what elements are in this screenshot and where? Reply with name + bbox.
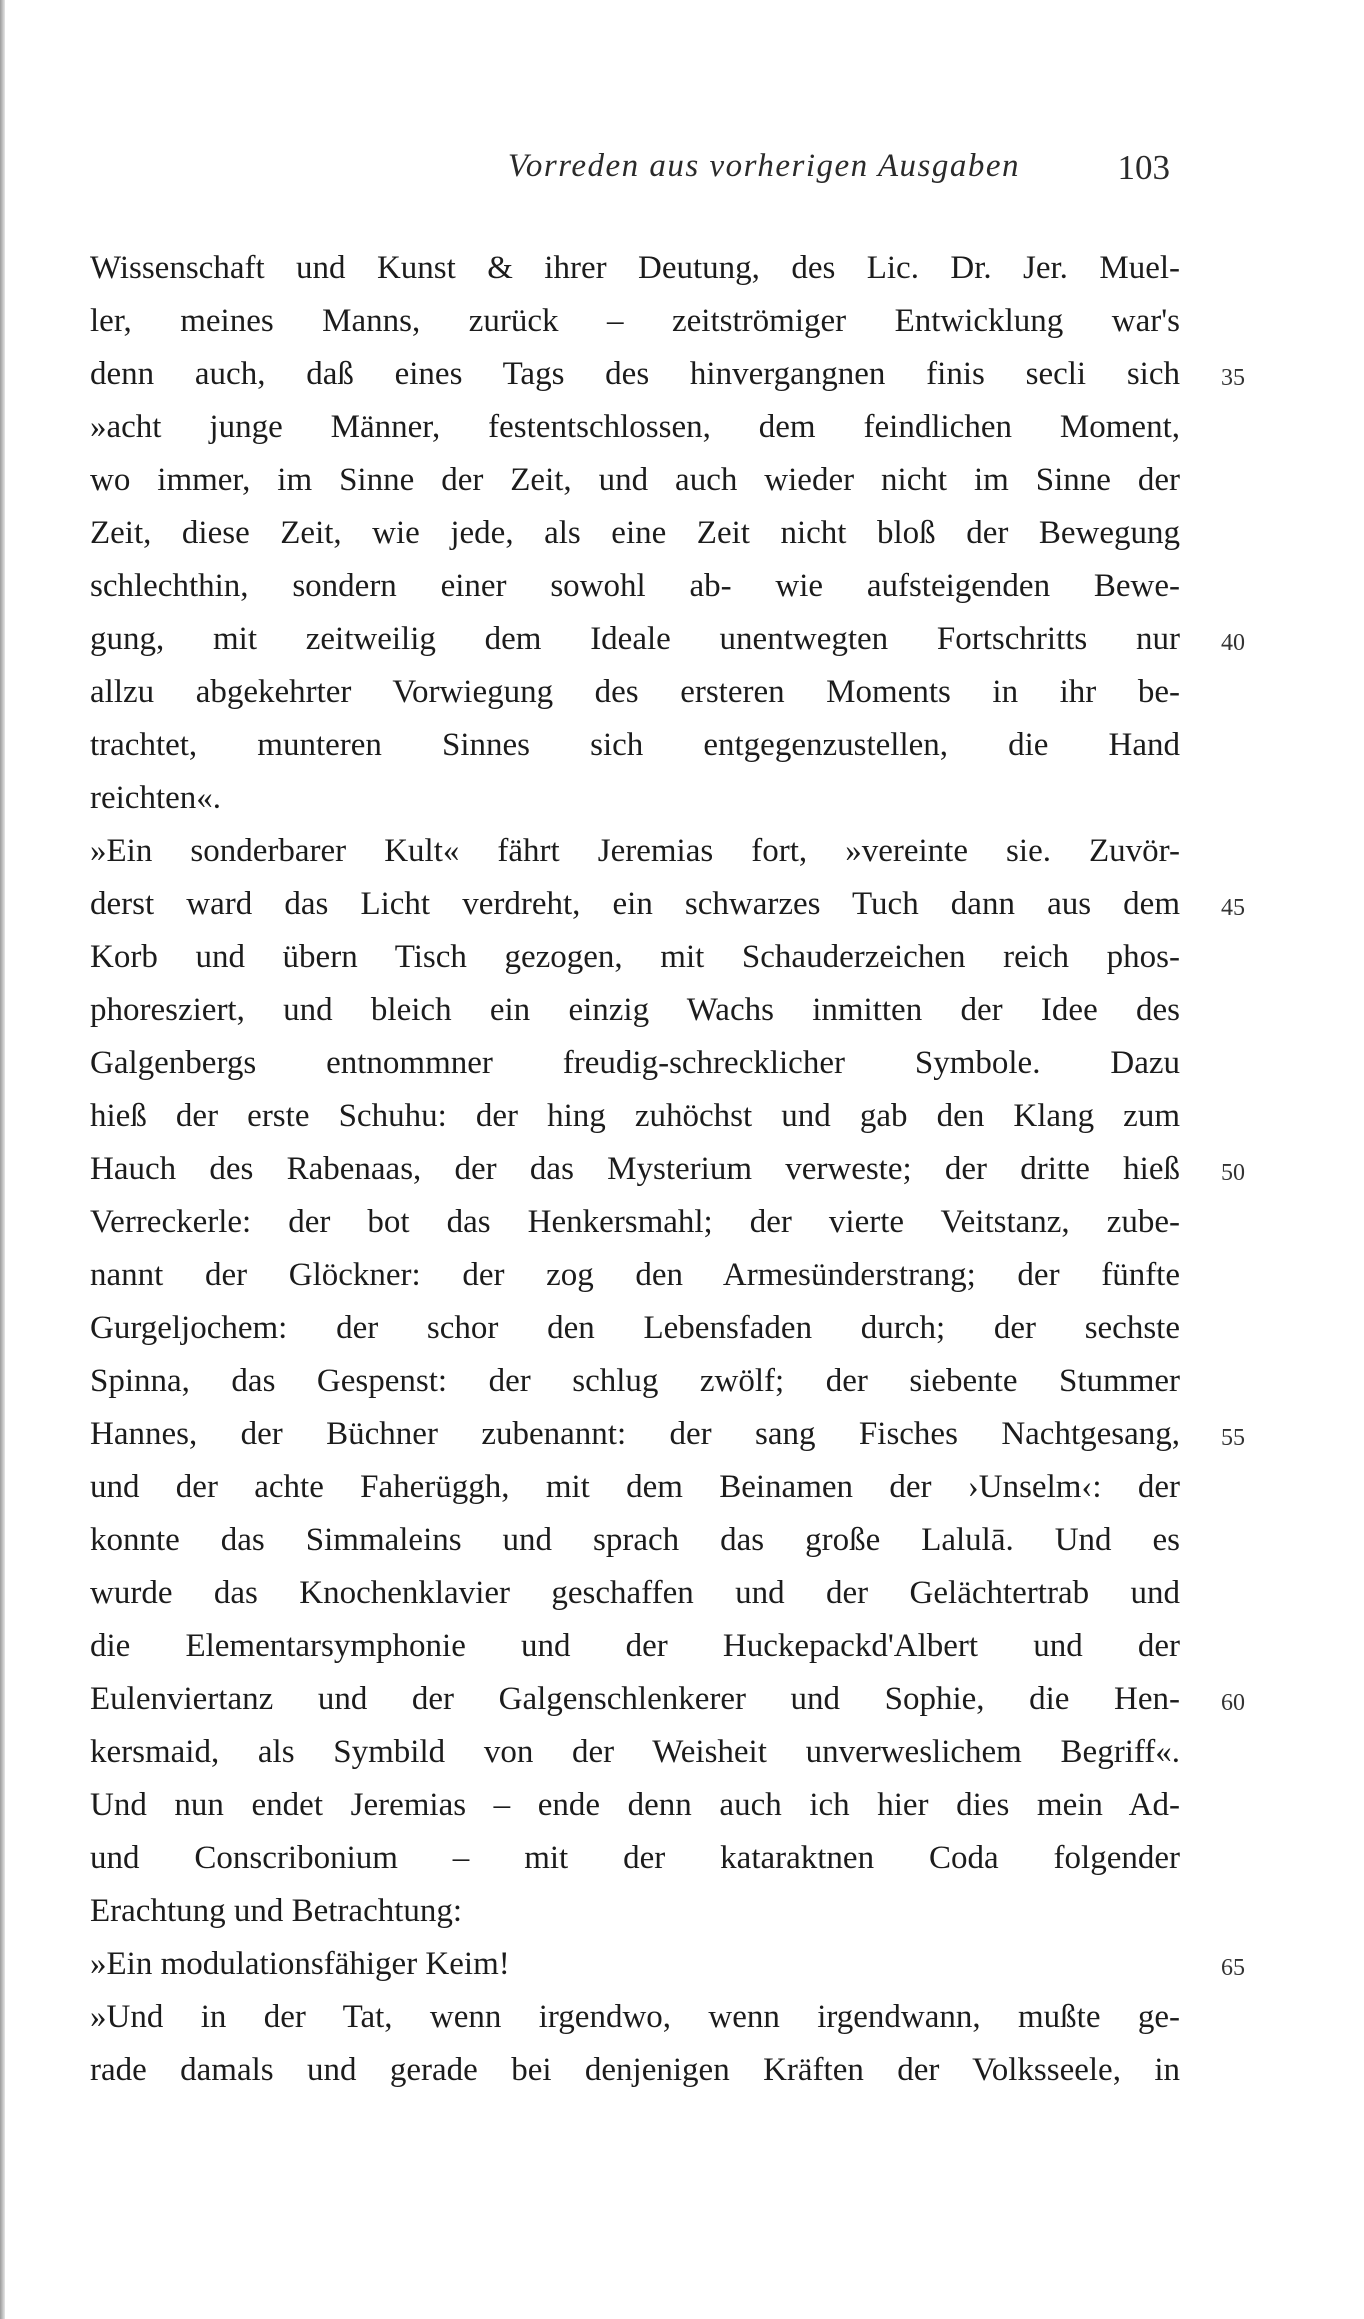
text-line: wo immer, im Sinne der Zeit, und auch wieder nicht im Sinne der — [90, 462, 1180, 498]
text-line: schlechthin, sondern einer sowohl ab- wie aufsteigenden Bewe- — [90, 568, 1180, 604]
text-line: und Conscribonium – mit der kataraktnen Coda folgender — [90, 1840, 1180, 1876]
text-line: Wissenschaft und Kunst & ihrer Deutung, des Lic. Dr. Jer. Muel- — [90, 250, 1180, 286]
text-line: Korb und übern Tisch gezogen, mit Schauderzeichen reich phos- — [90, 939, 1180, 975]
line-number: 65 — [1221, 1955, 1245, 1981]
text-line: »Und in der Tat, wenn irgendwo, wenn irgendwann, mußte ge- — [90, 1999, 1180, 2035]
text-line: »Ein sonderbarer Kult« fährt Jeremias fort, »vereinte sie. Zuvör- — [90, 833, 1180, 869]
text-line: phoresziert, und bleich ein einzig Wachs inmitten der Idee des — [90, 992, 1180, 1028]
text-line: »Ein modulationsfähiger Keim! — [90, 1946, 510, 1982]
text-line: reichten«. — [90, 780, 222, 816]
text-line: Hauch des Rabenaas, der das Mysterium verweste; der dritte hieß — [90, 1151, 1180, 1187]
text-line: derst ward das Licht verdreht, ein schwarzes Tuch dann aus dem — [90, 886, 1180, 922]
running-head: Vorreden aus vorherigen Ausgaben — [507, 148, 1020, 184]
line-number: 45 — [1221, 895, 1245, 921]
text-line: Verreckerle: der bot das Henkersmahl; der vierte Veitstanz, zube- — [90, 1204, 1180, 1240]
line-number: 55 — [1221, 1425, 1245, 1451]
text-line: Spinna, das Gespenst: der schlug zwölf; der siebente Stummer — [90, 1363, 1180, 1399]
page-number: 103 — [1117, 148, 1170, 187]
text-line: Eulenviertanz und der Galgenschlenkerer und Sophie, die Hen- — [90, 1681, 1180, 1717]
text-line: Galgenbergs entnommner freudig-schrecklicher Symbole. Dazu — [90, 1045, 1180, 1081]
text-line: gung, mit zeitweilig dem Ideale unentwegten Fortschritts nur — [90, 621, 1180, 657]
text-line: Hannes, der Büchner zubenannt: der sang Fisches Nachtgesang, — [90, 1416, 1180, 1452]
text-line: die Elementarsymphonie und der Huckepackd'Albert und der — [90, 1628, 1180, 1664]
line-number: 50 — [1221, 1160, 1245, 1186]
text-line: konnte das Simmaleins und sprach das große Lalulā. Und es — [90, 1522, 1180, 1558]
text-line: Zeit, diese Zeit, wie jede, als eine Zeit nicht bloß der Bewegung — [90, 515, 1180, 551]
text-line: hieß der erste Schuhu: der hing zuhöchst und gab den Klang zum — [90, 1098, 1180, 1134]
text-line: denn auch, daß eines Tags des hinvergangnen finis secli sich — [90, 356, 1180, 392]
text-line: »acht junge Männer, festentschlossen, dem feindlichen Moment, — [90, 409, 1180, 445]
text-line: rade damals und gerade bei denjenigen Kräften der Volksseele, in — [90, 2052, 1180, 2088]
text-line: Erachtung und Betrachtung: — [90, 1893, 463, 1929]
text-line: und der achte Faherüggh, mit dem Beinamen der ›Unselm‹: der — [90, 1469, 1180, 1505]
text-line: allzu abgekehrter Vorwiegung des ersteren Moments in ihr be- — [90, 674, 1180, 710]
line-number: 60 — [1221, 1690, 1245, 1716]
line-number: 40 — [1221, 630, 1245, 656]
line-number: 35 — [1221, 365, 1245, 391]
text-line: nannt der Glöckner: der zog den Armesünderstrang; der fünfte — [90, 1257, 1180, 1293]
text-line: ler, meines Manns, zurück – zeitströmiger Entwicklung war's — [90, 303, 1180, 339]
page-edge-shadow — [0, 0, 5, 2319]
text-line: wurde das Knochenklavier geschaffen und der Gelächtertrab und — [90, 1575, 1180, 1611]
text-line: Und nun endet Jeremias – ende denn auch ich hier dies mein Ad- — [90, 1787, 1180, 1823]
text-line: trachtet, munteren Sinnes sich entgegenzustellen, die Hand — [90, 727, 1180, 763]
text-line: Gurgeljochem: der schor den Lebensfaden durch; der sechste — [90, 1310, 1180, 1346]
text-line: kersmaid, als Symbild von der Weisheit unverweslichem Begriff«. — [90, 1734, 1180, 1770]
